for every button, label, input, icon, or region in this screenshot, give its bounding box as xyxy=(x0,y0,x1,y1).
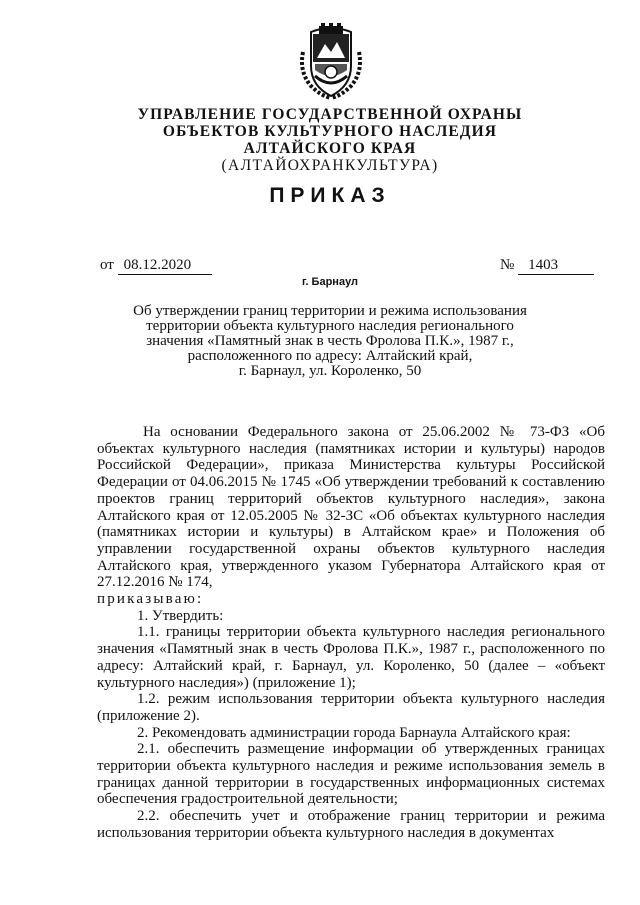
subject-line5: г. Барнаул, ул. Короленко, 50 xyxy=(238,363,422,379)
preamble-paragraph: На основании Федерального закона от 25.06.2002 № 73-ФЗ «Об объектах культурного наследия (памятниках истории и культуры) народов Российской Федерации», приказа Министерства культуры Российской Федерации от 04.06.2015 № 1745 «Об утверждении требований к составлению проектов границ территорий объектов культурного наследия», закона Алтайского края от 12.05.2005 № 32-ЗС «Об объектах культурного наследия (памятниках истории и культуры) в Алтайском крае» и Положения об управлении государственной охраны объектов культурного наследия Алтайского края, утвержденного указом Губернатора Алтайского края от 27.12.2016 № 174, xyxy=(97,424,605,591)
number-field xyxy=(500,257,594,275)
number-value: 1403 xyxy=(518,257,594,275)
subject-line1: Об утверждении границ территории и режима использования xyxy=(133,303,527,319)
item-2: 2. Рекомендовать администрации города Барнаула Алтайского края: xyxy=(137,724,571,741)
item-2-2: 2.2. обеспечить учет и отображение границ территории и режима использования территории объекта культурного наследия в документах xyxy=(97,808,605,841)
document-title: ПРИКАЗ xyxy=(269,184,391,207)
agency-header xyxy=(120,106,540,174)
agency-name-line1: УПРАВЛЕНИЕ ГОСУДАРСТВЕННОЙ ОХРАНЫ xyxy=(137,106,523,123)
date-prefix: от xyxy=(100,257,114,273)
subject-line4: расположенного по адресу: Алтайский край, xyxy=(187,348,473,364)
item-2-1: 2.1. обеспечить размещение информации об утвержденных границах территории объекта культурного наследия и режиме использования земель в границах данной территории в государственных информационных системах обеспечения градостроительной деятельности; xyxy=(97,741,605,808)
order-word: приказываю: xyxy=(97,591,204,608)
city-label: г. Барнаул xyxy=(301,276,359,288)
document-body xyxy=(97,424,605,842)
item-1-1: 1.1. границы территории объекта культурного наследия регионального значения «Памятный знак в честь Фролова П.К.», 1987 г., расположенного по адресу: Алтайский край, г. Барнаул, ул. Короленко, 50 (далее – «объект культурного наследия») (приложение 1); xyxy=(97,624,605,691)
coat-of-arms-emblem xyxy=(297,22,365,102)
agency-name-line3: АЛТАЙСКОГО КРАЯ xyxy=(243,140,417,157)
item-1: 1. Утвердить: xyxy=(137,607,224,624)
number-prefix: № xyxy=(500,257,515,273)
document-subject xyxy=(110,304,550,379)
date-value: 08.12.2020 xyxy=(118,257,212,275)
item-1-2: 1.2. режим использования территории объекта культурного наследия (приложение 2). xyxy=(97,691,605,724)
agency-abbreviation: (АЛТАЙОХРАНКУЛЬТУРА) xyxy=(221,157,439,174)
agency-name-line2: ОБЪЕКТОВ КУЛЬТУРНОГО НАСЛЕДИЯ xyxy=(162,123,498,140)
subject-line2: территории объекта культурного наследия регионального xyxy=(146,318,514,334)
subject-line3: значения «Памятный знак в честь Фролова П.К.», 1987 г., xyxy=(146,333,514,349)
date-field xyxy=(100,257,212,275)
